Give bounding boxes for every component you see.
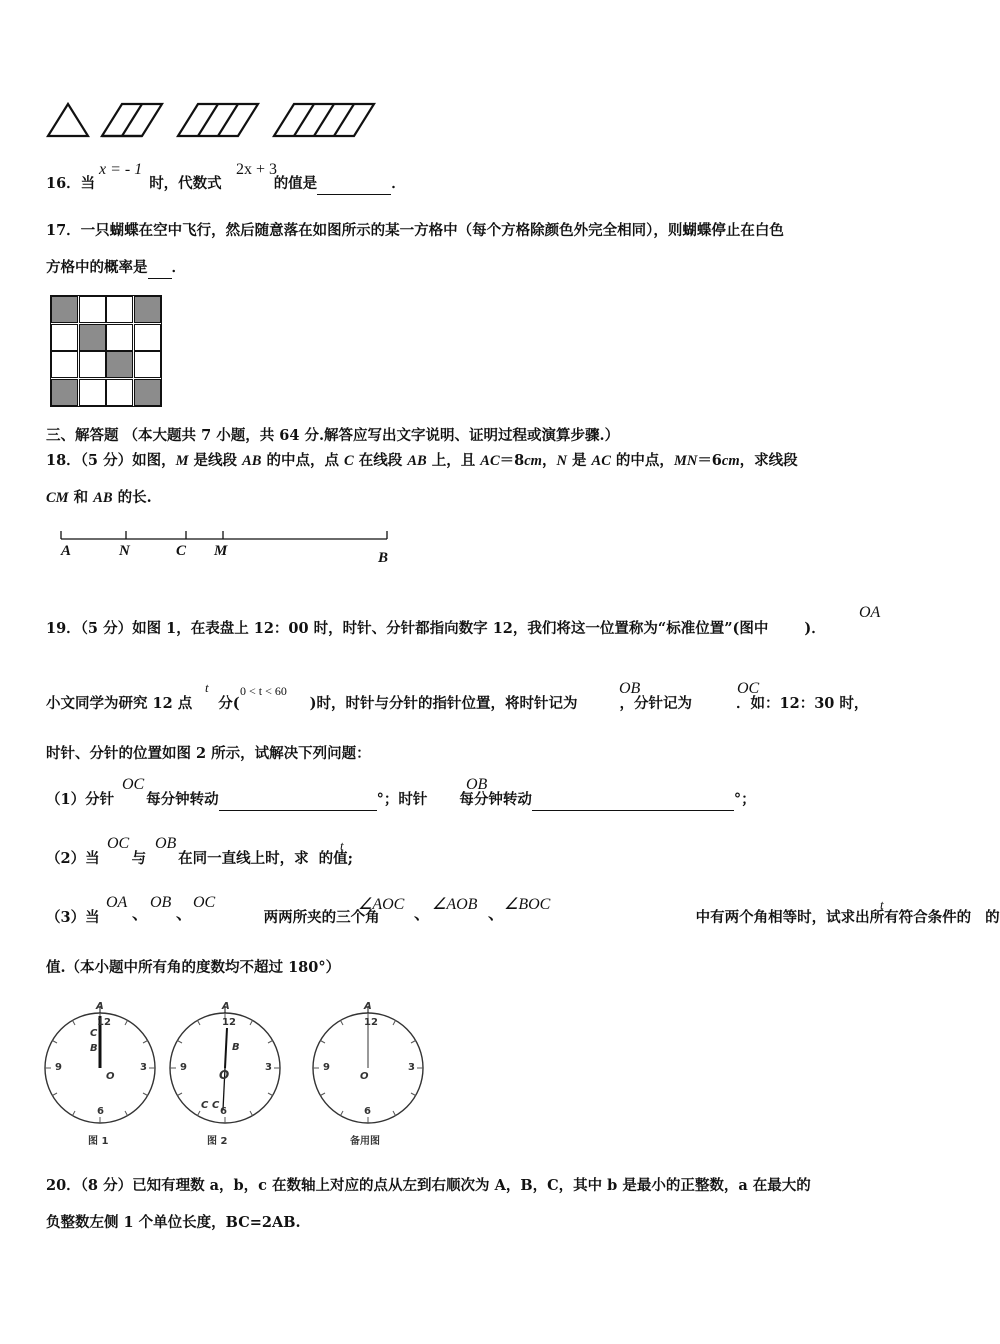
clock2-label-b: B (232, 1042, 240, 1053)
clock3-num-9: 9 (323, 1062, 330, 1073)
q19-sub2-ob-math: OB (155, 835, 177, 852)
q19-sub2-t-math: t (340, 838, 344, 853)
q19-sub2-oc-math: OC (107, 835, 130, 852)
butterfly-grid-figure (50, 295, 162, 407)
q19-text: 与 (131, 850, 147, 867)
clock1-num-12: 12 (97, 1017, 111, 1028)
q19-text: 在同一直线上时，求 (178, 850, 309, 867)
q19-text: 小文同学为研究 12 点 (46, 695, 193, 712)
q18-text: 是线段 (188, 452, 243, 469)
q18-text: 和 (68, 489, 94, 506)
segment-label-a: A (61, 543, 72, 559)
q19-minute-answer-blank (219, 790, 377, 811)
q19-angle-boc: ∠BOC (504, 896, 551, 913)
question-20-line1: 20．（8 分）已知有理数 a，b，c 在数轴上对应的点从左到右顺次为 A，B，C，其中 b 是最小的正整数，a 在最大的 (46, 1177, 811, 1194)
q19-text: 分( (218, 695, 240, 712)
q19-text: °；时针 (376, 791, 428, 808)
grid-cell-white (79, 296, 106, 323)
q19-text: ．如：12：30 时， (736, 695, 869, 712)
question-20-line2: 负整数左侧 1 个单位长度，BC=2AB. (46, 1214, 301, 1231)
clock2-num-9: 9 (180, 1062, 187, 1073)
q19-text: °； (733, 791, 756, 808)
q18-unit: cm (721, 453, 740, 469)
q18-unit: cm (524, 453, 542, 469)
triangle-pattern-figure (40, 98, 390, 142)
q19-range-math: 0 < t < 60 (240, 684, 287, 698)
q19-sub3-oa-math: OA (106, 894, 128, 911)
q18-text: ＝8 (499, 452, 525, 469)
q16-end: ． (391, 175, 406, 192)
q19-text: 的值; (318, 850, 353, 867)
q18-text: 上，且 (426, 452, 481, 469)
q18-text: 18．（5 分）如图， (46, 452, 176, 469)
clock1-label-b: B (90, 1043, 98, 1054)
clock2-label-c: C (201, 1100, 209, 1111)
q16-condition-math: x = - 1 (99, 161, 143, 178)
q19-text: 每分钟转动 (146, 791, 219, 808)
q19-text: （3）当 (46, 909, 100, 926)
q19-sub1-ob-math: OB (466, 776, 488, 793)
clock2-label-c2: C (212, 1100, 220, 1111)
clock3-num-6: 6 (364, 1106, 371, 1117)
grid-cell-gray (51, 379, 78, 406)
q18-var: AB (407, 453, 427, 469)
q18-var: AC (480, 453, 500, 469)
q19-text: )时，时针与分针的指针位置，将时针记为 (309, 695, 578, 712)
q19-text: 中有两个角相等时，试求出所有符合条件的 (695, 909, 972, 926)
q18-text: 的中点， (610, 452, 674, 469)
q19-text: ，分针记为 (619, 695, 693, 712)
segment-label-c: C (176, 543, 187, 559)
clock2-num-3: 3 (265, 1062, 272, 1073)
q18-var: N (556, 453, 567, 469)
q16-answer-blank (317, 174, 391, 195)
q19-sub3-oc-math: OC (193, 894, 216, 911)
grid-cell-gray (134, 379, 161, 406)
q19-text: 每分钟转动 (459, 791, 532, 808)
q19-sub3-sep: 、 (488, 906, 505, 923)
q16-tail: 的值是 (273, 175, 318, 192)
grid-cell-gray (79, 324, 106, 351)
q19-text: )． (804, 620, 826, 637)
q18-text: 是 (566, 452, 592, 469)
q18-text: ，求线段 (739, 452, 798, 469)
grid-cell-white (106, 324, 133, 351)
grid-cell-white (79, 379, 106, 406)
q18-text: ＝6 (697, 452, 722, 469)
clock2-label-o: O (219, 1068, 230, 1082)
clock1-num-6: 6 (97, 1106, 104, 1117)
q18-var: M (175, 453, 189, 469)
clock1-caption: 图 1 (88, 1136, 109, 1147)
q19-text: （2）当 (46, 850, 100, 867)
q18-var: C (344, 453, 354, 469)
clock3-num-12: 12 (364, 1017, 378, 1028)
grid-cell-gray (106, 351, 133, 378)
question-18-line1 (46, 451, 798, 471)
q18-var: AB (242, 453, 262, 469)
clock2-label-a: A (222, 1001, 230, 1012)
q16-label: 16．当 (46, 175, 96, 192)
clock1-label-o: O (106, 1071, 115, 1082)
question-17-line2 (46, 258, 186, 279)
grid-cell-white (134, 351, 161, 378)
question-17-line1: 17．一只蝴蝶在空中飞行，然后随意落在如图所示的某一方格中（每个方格除颜色外完全相同），则蝴蝶停止在白色 (46, 222, 784, 239)
question-18-line2 (46, 488, 152, 508)
q19-sub3-sep: 、 (414, 906, 431, 923)
q19-ob-math: OB (619, 680, 641, 697)
q19-sub3-t-math: t (880, 897, 884, 912)
q19-angle-aoc: ∠AOC (358, 896, 405, 913)
q18-var: MN (673, 453, 698, 469)
q19-text: 两两所夹的三个角 (263, 909, 380, 926)
clock3-caption: 备用图 (350, 1136, 380, 1147)
q19-text: （1）分针 (46, 791, 115, 808)
q19-sub3-sep: 、 (176, 906, 193, 923)
q19-oc-math: OC (737, 680, 760, 697)
q18-var: CM (46, 490, 69, 506)
clock2-num-6: 6 (220, 1106, 227, 1117)
clock1-num-9: 9 (55, 1062, 62, 1073)
question-19-last-line: 值.（本小题中所有角的度数均不超过 180°） (46, 959, 341, 976)
q19-sub1-oc-math: OC (122, 776, 145, 793)
q16-expression-math: 2x + 3 (236, 161, 278, 178)
q19-text: 19．（5 分）如图 1，在表盘上 12：00 时，时针、分针都指向数字 12，我们将这一位置称为“标准位置”(图中 (46, 620, 769, 637)
clock2-num-12: 12 (222, 1017, 236, 1028)
q18-text: 的中点，点 (261, 452, 345, 469)
q16-mid: 时，代数式 (149, 175, 222, 192)
grid-cell-gray (51, 296, 78, 323)
grid-cell-white (106, 296, 133, 323)
q19-sub3-ob-math: OB (150, 894, 172, 911)
q19-t-math: t (205, 680, 209, 695)
segment-label-b: B (378, 550, 389, 566)
grid-cell-white (51, 351, 78, 378)
grid-cell-white (51, 324, 78, 351)
q19-hour-answer-blank (532, 790, 734, 811)
question-19-line1 (46, 619, 826, 639)
segment-figure (55, 526, 395, 544)
q18-var: AC (591, 453, 611, 469)
q19-text: 的 (985, 909, 1000, 926)
grid-cell-gray (134, 296, 161, 323)
q19-angle-aob: ∠AOB (432, 896, 478, 913)
question-19-line3: 时针、分针的位置如图 2 所示，试解决下列问题： (46, 745, 371, 762)
q17-line2-text: 方格中的概率是 (46, 259, 148, 276)
q17-end: ． (171, 259, 186, 276)
grid-cell-white (106, 379, 133, 406)
q17-answer-blank (148, 258, 172, 279)
question-19-sub1 (46, 790, 756, 811)
question-19-sub2 (46, 849, 353, 869)
q18-text: ， (541, 452, 557, 469)
q19-oa-math: OA (859, 604, 881, 621)
clock1-num-3: 3 (140, 1062, 147, 1073)
q18-text: 在线段 (353, 452, 408, 469)
grid-cell-white (134, 324, 161, 351)
segment-label-m: M (214, 543, 228, 559)
segment-label-n: N (119, 543, 130, 559)
clock1-label-a: A (96, 1001, 104, 1012)
q18-text: 的长. (112, 489, 152, 506)
clock3-label-a: A (364, 1001, 372, 1012)
clock2-caption: 图 2 (207, 1136, 228, 1147)
q18-var: AB (93, 490, 113, 506)
q19-sub3-sep: 、 (132, 906, 149, 923)
section-3-title: 三、解答题 （本大题共 7 小题，共 64 分.解答应写出文字说明、证明过程或演算步骤.） (46, 427, 620, 444)
clock1-label-c: C (90, 1028, 98, 1039)
clock3-num-3: 3 (408, 1062, 415, 1073)
grid-cell-white (79, 351, 106, 378)
clock3-label-o: O (360, 1071, 369, 1082)
